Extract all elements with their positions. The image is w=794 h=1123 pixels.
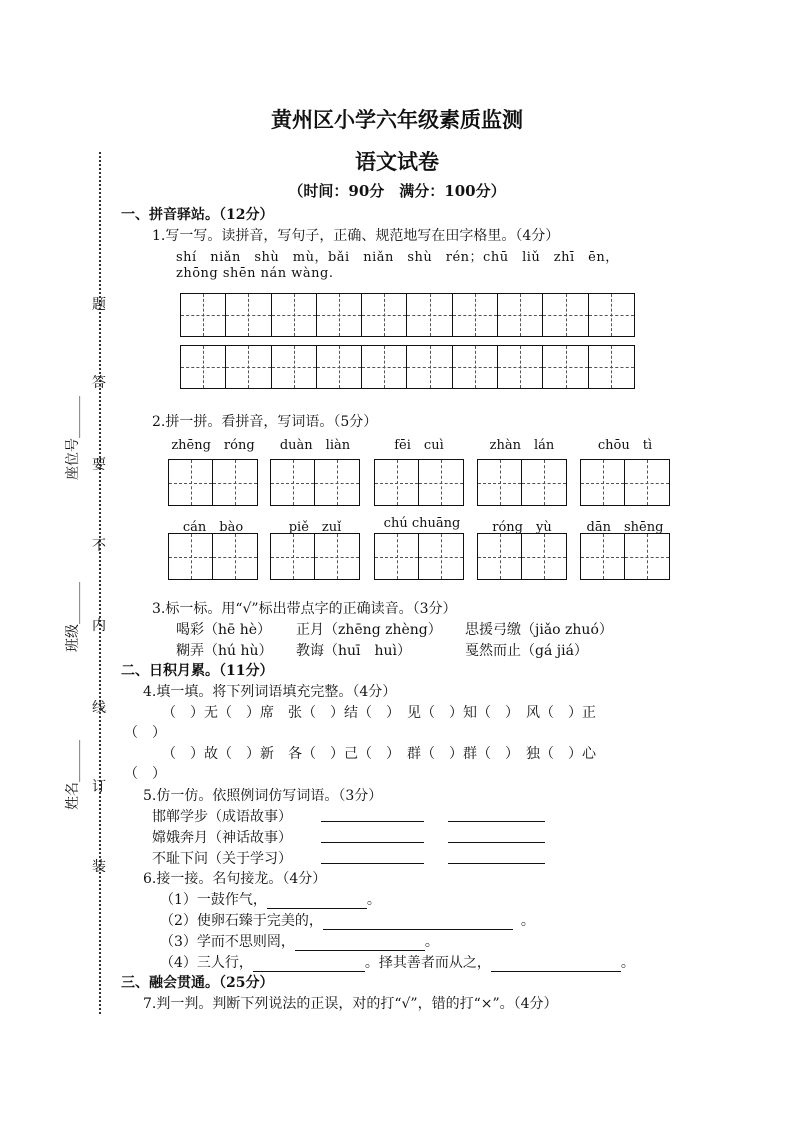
section-2-heading: 二、日积月累。（11分） <box>121 663 274 679</box>
q2-grid-3[interactable] <box>374 459 464 506</box>
seat-number-field[interactable]: 座位号______ <box>65 396 81 480</box>
q4-line-1[interactable]: （ ）无（ ）席 张（ ）结（ ） 见（ ）知（ ） 风（ ）正 <box>162 705 596 721</box>
q5-blank-1a[interactable] <box>321 806 424 822</box>
q4-line-2[interactable]: （ ）故（ ）新 各（ ）己（ ） 群（ ）群（ ） 独（ ）心 <box>162 746 596 762</box>
q5-blank-1b[interactable] <box>448 806 545 822</box>
binding-char-2: 答 <box>92 375 106 391</box>
q1-prompt: 1.写一写。读拼音，写句子，正确、规范地写在田字格里。（4分） <box>152 228 560 244</box>
q6-blank-3[interactable] <box>295 936 425 951</box>
q2-pinyin-8: chú chuāng <box>383 516 461 531</box>
q7-prompt: 7.判一判。判断下列说法的正误，对的打“√”，错的打“×”。（4分） <box>143 996 558 1012</box>
q6-item-1: （1）一鼓作气， 。 <box>160 892 381 908</box>
q2-grid-4[interactable] <box>477 459 567 506</box>
q3-item-5[interactable]: 教诲（huī huì） <box>296 643 412 659</box>
q2-pinyin-3: fēi cuì <box>394 438 444 453</box>
q6-blank-4b[interactable] <box>491 957 621 972</box>
q5-item-2: 嫦娥奔月（神话故事） <box>152 830 292 846</box>
q2-grid-2[interactable] <box>270 459 360 506</box>
q5-blank-3a[interactable] <box>321 848 424 864</box>
q6-item-2: （2）使卵石臻于完美的， 。 <box>160 913 535 929</box>
section-1-heading: 一、拼音驿站。（12分） <box>121 207 274 223</box>
q5-item-3: 不耻下问（关于学习） <box>152 851 292 867</box>
q6-blank-2[interactable] <box>323 915 513 930</box>
q5-prompt: 5.仿一仿。依照例词仿写词语。（3分） <box>143 788 383 804</box>
name-field[interactable]: 姓名______ <box>65 740 81 810</box>
q4-line-2-cont[interactable]: （ ） <box>124 766 166 782</box>
q3-item-6[interactable]: 戛然而止（gá jiá） <box>465 643 588 659</box>
q1-writing-grid-row-1[interactable] <box>180 293 635 337</box>
q1-pinyin-line-1: shí niǎn shù mù，bǎi niǎn shù rén；chū liǔ zhī ēn， <box>176 250 619 265</box>
q2-pinyin-7: piě zuǐ <box>288 520 342 535</box>
q4-prompt: 4.填一填。将下列词语填充完整。（4分） <box>143 684 397 700</box>
q2-grid-10[interactable] <box>580 533 670 580</box>
q5-blank-2a[interactable] <box>321 827 424 843</box>
q2-grid-5[interactable] <box>580 459 670 506</box>
q6-item-4: （4）三人行， 。择其善者而从之， 。 <box>160 955 635 971</box>
q3-item-1[interactable]: 喝彩（hē hè） <box>176 622 272 638</box>
binding-char-7: 订 <box>92 779 106 795</box>
binding-char-1: 题 <box>92 297 106 313</box>
q3-item-3[interactable]: 思援弓缴（jiǎo zhuó） <box>465 622 613 638</box>
q2-grid-9[interactable] <box>477 533 567 580</box>
q5-blank-3b[interactable] <box>448 848 545 864</box>
section-3-heading: 三、融会贯通。（25分） <box>121 975 274 991</box>
q5-item-1: 邯郸学步（成语故事） <box>152 809 292 825</box>
q5-blank-2b[interactable] <box>448 827 545 843</box>
binding-char-4: 不 <box>92 538 106 554</box>
q2-pinyin-10: dān shēng <box>586 520 664 535</box>
q2-pinyin-6: cán bào <box>182 520 244 535</box>
q1-writing-grid-row-2[interactable] <box>180 345 635 389</box>
q2-grid-8[interactable] <box>374 533 464 580</box>
page-title: 黄州区小学六年级素质监测 <box>271 107 523 132</box>
q6-blank-1[interactable] <box>267 894 367 909</box>
exam-info: （时间：90分 满分：100分） <box>288 182 506 200</box>
q1-pinyin-line-2: zhōng shēn nán wàng. <box>176 266 334 281</box>
binding-dotted-line <box>99 152 101 1014</box>
binding-char-3: 要 <box>92 457 106 473</box>
binding-char-8: 装 <box>92 859 106 875</box>
q2-prompt: 2.拼一拼。看拼音，写词语。（5分） <box>152 414 378 430</box>
q6-prompt: 6.接一接。名句接龙。（4分） <box>143 871 327 887</box>
q3-item-2[interactable]: 正月（zhēng zhèng） <box>296 622 442 638</box>
q2-pinyin-5: chōu tì <box>597 438 653 453</box>
q2-pinyin-4: zhàn lán <box>489 438 555 453</box>
q6-blank-4a[interactable] <box>253 957 365 972</box>
binding-char-6: 线 <box>92 700 106 716</box>
class-field[interactable]: 班级______ <box>65 582 81 652</box>
q2-pinyin-1: zhēng róng <box>171 438 255 453</box>
q2-pinyin-2: duàn liàn <box>279 438 351 453</box>
q6-item-3: （3）学而不思则罔， 。 <box>160 934 439 950</box>
q3-item-4[interactable]: 糊弄（hú hù） <box>176 643 273 659</box>
binding-char-5: 内 <box>92 618 106 634</box>
q3-prompt: 3.标一标。用“√”标出带点字的正确读音。（3分） <box>152 601 457 617</box>
q2-grid-6[interactable] <box>168 533 258 580</box>
page-subtitle: 语文试卷 <box>355 149 439 174</box>
q4-line-1-cont[interactable]: （ ） <box>124 725 166 741</box>
q2-grid-7[interactable] <box>270 533 360 580</box>
q2-grid-1[interactable] <box>168 459 258 506</box>
q2-pinyin-9: róng yù <box>492 520 552 535</box>
